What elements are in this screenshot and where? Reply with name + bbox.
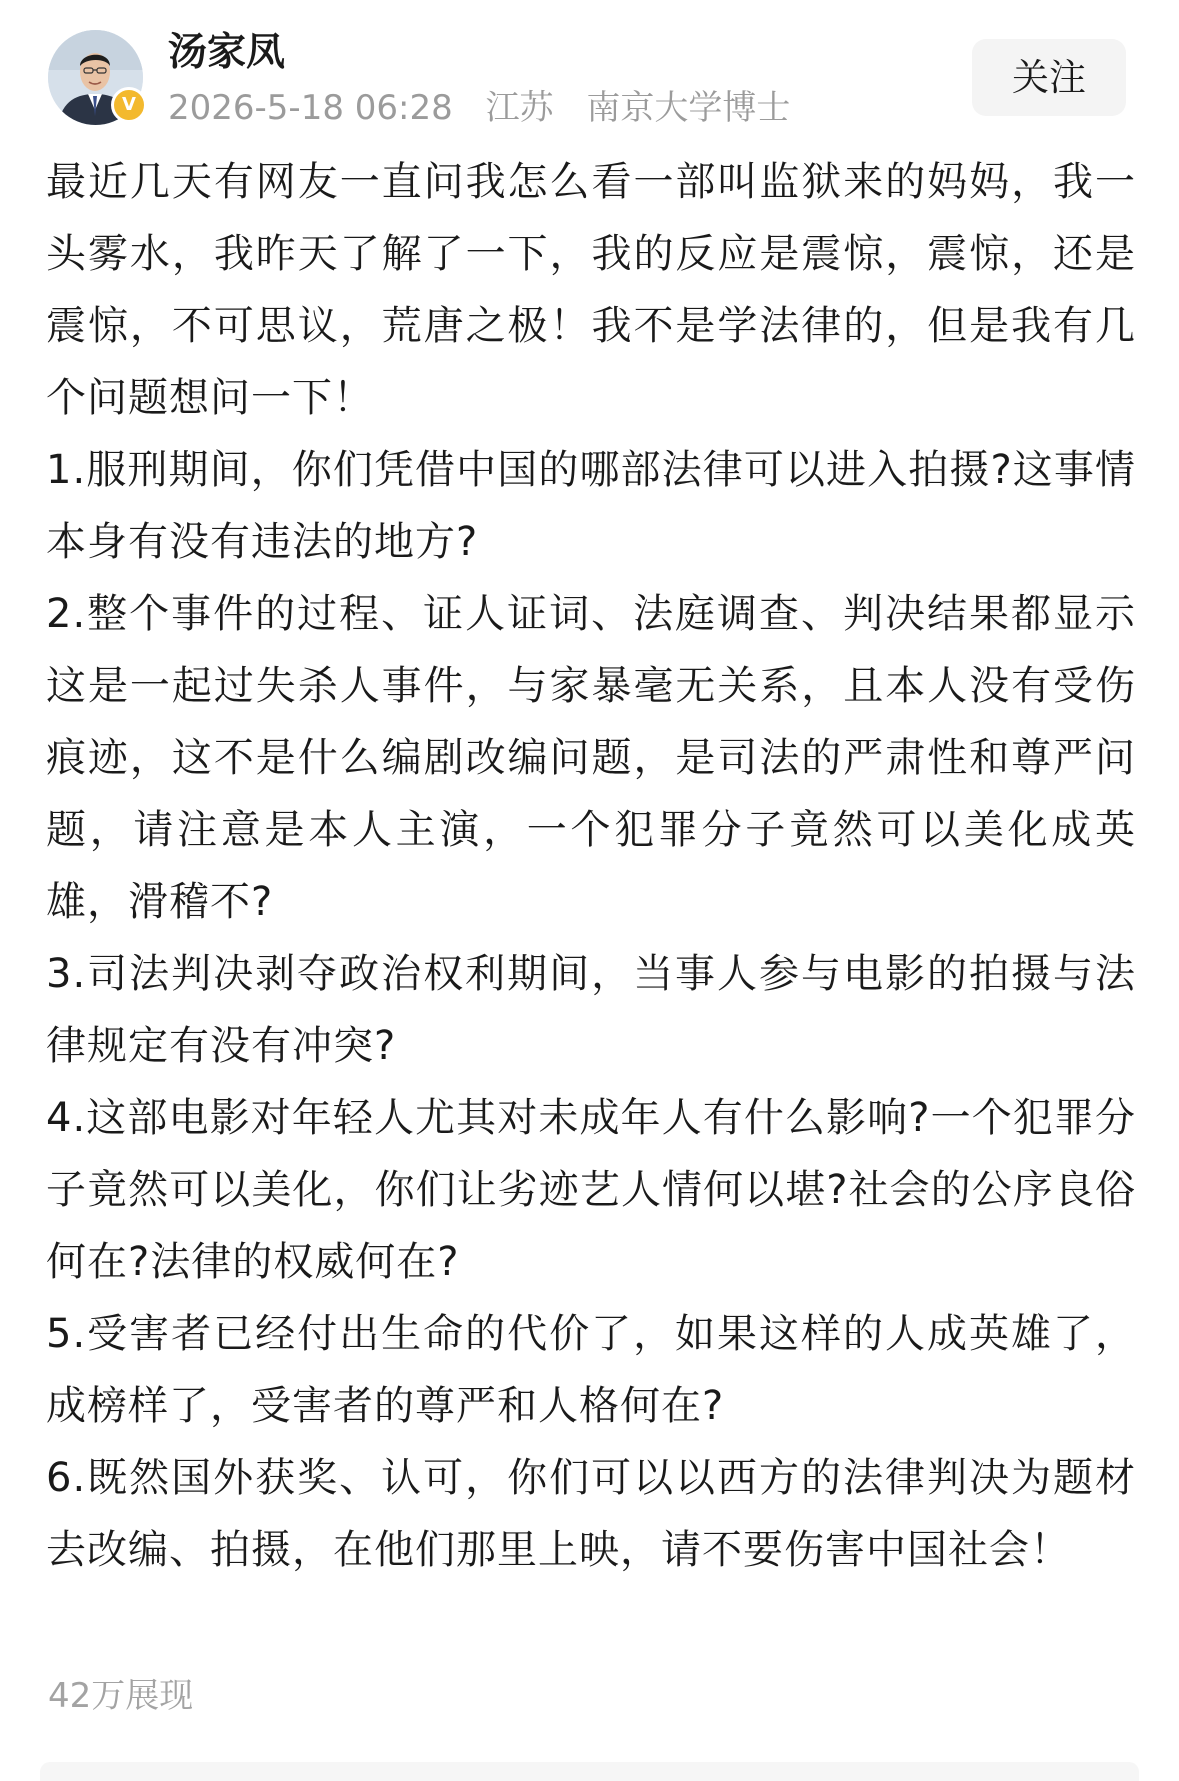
post-paragraph: 5.受害者已经付出生命的代价了，如果这样的人成英雄了，成榜样了，受害者的尊严和人格何在? (46, 1311, 1136, 1429)
follow-button[interactable]: 关注 (972, 39, 1126, 116)
post-content (46, 146, 1136, 1586)
user-name[interactable]: 汤家凤 (168, 30, 286, 75)
post-paragraph: 4.这部电影对年轻人尤其对未成年人有什么影响?一个犯罪分子竟然可以美化，你们让劣迹艺人情何以堪?社会的公序良俗何在?法律的权威何在? (46, 1095, 1136, 1285)
post-header (0, 0, 1179, 140)
user-title: 南京大学博士 (586, 88, 791, 128)
view-count: 42万展现 (48, 1676, 194, 1716)
post-paragraph: 3.司法判决剥夺政治权利期间，当事人参与电影的拍摄与法律规定有没有冲突? (46, 951, 1136, 1069)
post-timestamp: 2026-5-18 06:28 (168, 88, 453, 128)
post-location: 江苏 (485, 88, 554, 128)
bottom-action-bar[interactable] (40, 1762, 1139, 1781)
post-paragraph: 2.整个事件的过程、证人证词、法庭调查、判决结果都显示这是一起过失杀人事件，与家暴毫无关系，且本人没有受伤痕迹，这不是什么编剧改编问题，是司法的严肃性和尊严问题，请注意是本人主演，一个犯罪分子竟然可以美化成英雄，滑稽不? (46, 591, 1136, 925)
verified-badge-icon: V (111, 87, 147, 123)
post-paragraph: 6.既然国外获奖、认可，你们可以以西方的法律判决为题材去改编、拍摄，在他们那里上映，请不要伤害中国社会！ (46, 1455, 1136, 1573)
post-paragraph: 1.服刑期间，你们凭借中国的哪部法律可以进入拍摄?这事情本身有没有违法的地方? (46, 447, 1136, 565)
post-meta (168, 86, 812, 130)
post-paragraph: 最近几天有网友一直问我怎么看一部叫监狱来的妈妈，我一头雾水，我昨天了解了一下，我的反应是震惊，震惊，还是震惊，不可思议，荒唐之极！我不是学法律的，但是我有几个问题想问一下！ (46, 159, 1136, 421)
avatar-container[interactable] (48, 30, 143, 125)
